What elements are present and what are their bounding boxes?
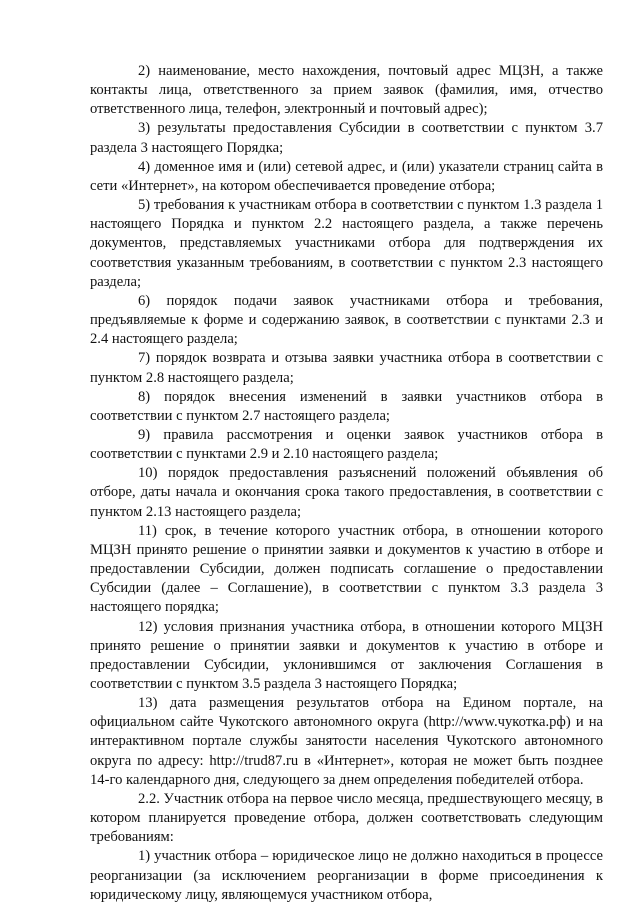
section-2-2-paragraph: 2.2. Участник отбора на первое число месяца, предшествующего месяцу, в котором планируется проведение отбора, должен соответствовать следующим требованиям: xyxy=(90,790,603,846)
paragraph-item-12: 12) условия признания участника отбора, в отношении которого МЦЗН принято решение о принятии заявки и документов к участию в отборе и предоставлении Субсидии, уклонившимся от заключения Соглашения в соответствии с пунктом 3.5 раздела 3 настоящего Порядка; xyxy=(90,618,603,692)
paragraph-item-7: 7) порядок возврата и отзыва заявки участника отбора в соответствии с пунктом 2.8 настоящего раздела; xyxy=(90,350,603,386)
paragraph-item-5: 5) требования к участникам отбора в соответствии с пунктом 1.3 раздела 1 настоящего Порядка и пунктом 2.2 настоящего раздела, а также перечень документов, представляемых участниками отбора для подтверждения их соответствия указанным требованиям, в соответствии с пунктом 2.3 настоящего раздела; xyxy=(90,197,603,290)
paragraph-item-9: 9) правила рассмотрения и оценки заявок участников отбора в соответствии с пунктами 2.9 и 2.10 настоящего раздела; xyxy=(90,426,603,463)
paragraph-item-11: 11) срок, в течение которого участник отбора, в отношении которого МЦЗН принято решение о принятии заявки и документов к участию в отборе и предоставлении Субсидии, должен подписать соглашение о предоставлении Субсидии (далее – Соглашение), в соответствии с пунктом 3.3 раздела 3 настоящего порядка; xyxy=(90,522,603,616)
paragraph-item-13: 13) дата размещения результатов отбора на Едином портале, на официальном сайте Чукотского автономного округа (http://www.чукотка.рф) и на интерактивном портале службы занятости населения Чукотского автономного округа по адресу: http://trud87.ru в «Интернет», которая не может быть позднее 14-го календарного дня, следующего за днем определения победителей отбора. xyxy=(90,695,603,788)
document-page xyxy=(90,62,603,905)
paragraph-item-2: 2) наименование, место нахождения, почтовый адрес МЦЗН, а также контакты лица, ответственного за прием заявок (фамилия, имя, отчество ответственного лица, телефон, электронный и почтовый адрес); xyxy=(90,63,603,118)
paragraph-item-10: 10) порядок предоставления разъяснений положений объявления об отборе, даты начала и окончания срока такого предоставления, в соответствии с пунктом 2.13 настоящего раздела; xyxy=(90,465,603,520)
paragraph-item-3: 3) результаты предоставления Субсидии в соответствии с пунктом 3.7 раздела 3 настоящего Порядка; xyxy=(90,120,603,156)
paragraph-item-4: 4) доменное имя и (или) сетевой адрес, и (или) указатели страниц сайта в сети «Интернет», на котором обеспечивается проведение отбора; xyxy=(90,158,603,194)
requirement-item-1: 1) участник отбора – юридическое лицо не должно находиться в процессе реорганизации (за исключением реорганизации в форме присоединения к юридическому лицу, являющемуся участником отбора, xyxy=(90,848,603,903)
paragraph-item-8: 8) порядок внесения изменений в заявки участников отбора в соответствии с пунктом 2.7 настоящего раздела; xyxy=(90,388,603,424)
paragraph-item-6: 6) порядок подачи заявок участниками отбора и требования, предъявляемые к форме и содержанию заявок, в соответствии с пунктами 2.3 и 2.4 настоящего раздела; xyxy=(90,292,603,348)
